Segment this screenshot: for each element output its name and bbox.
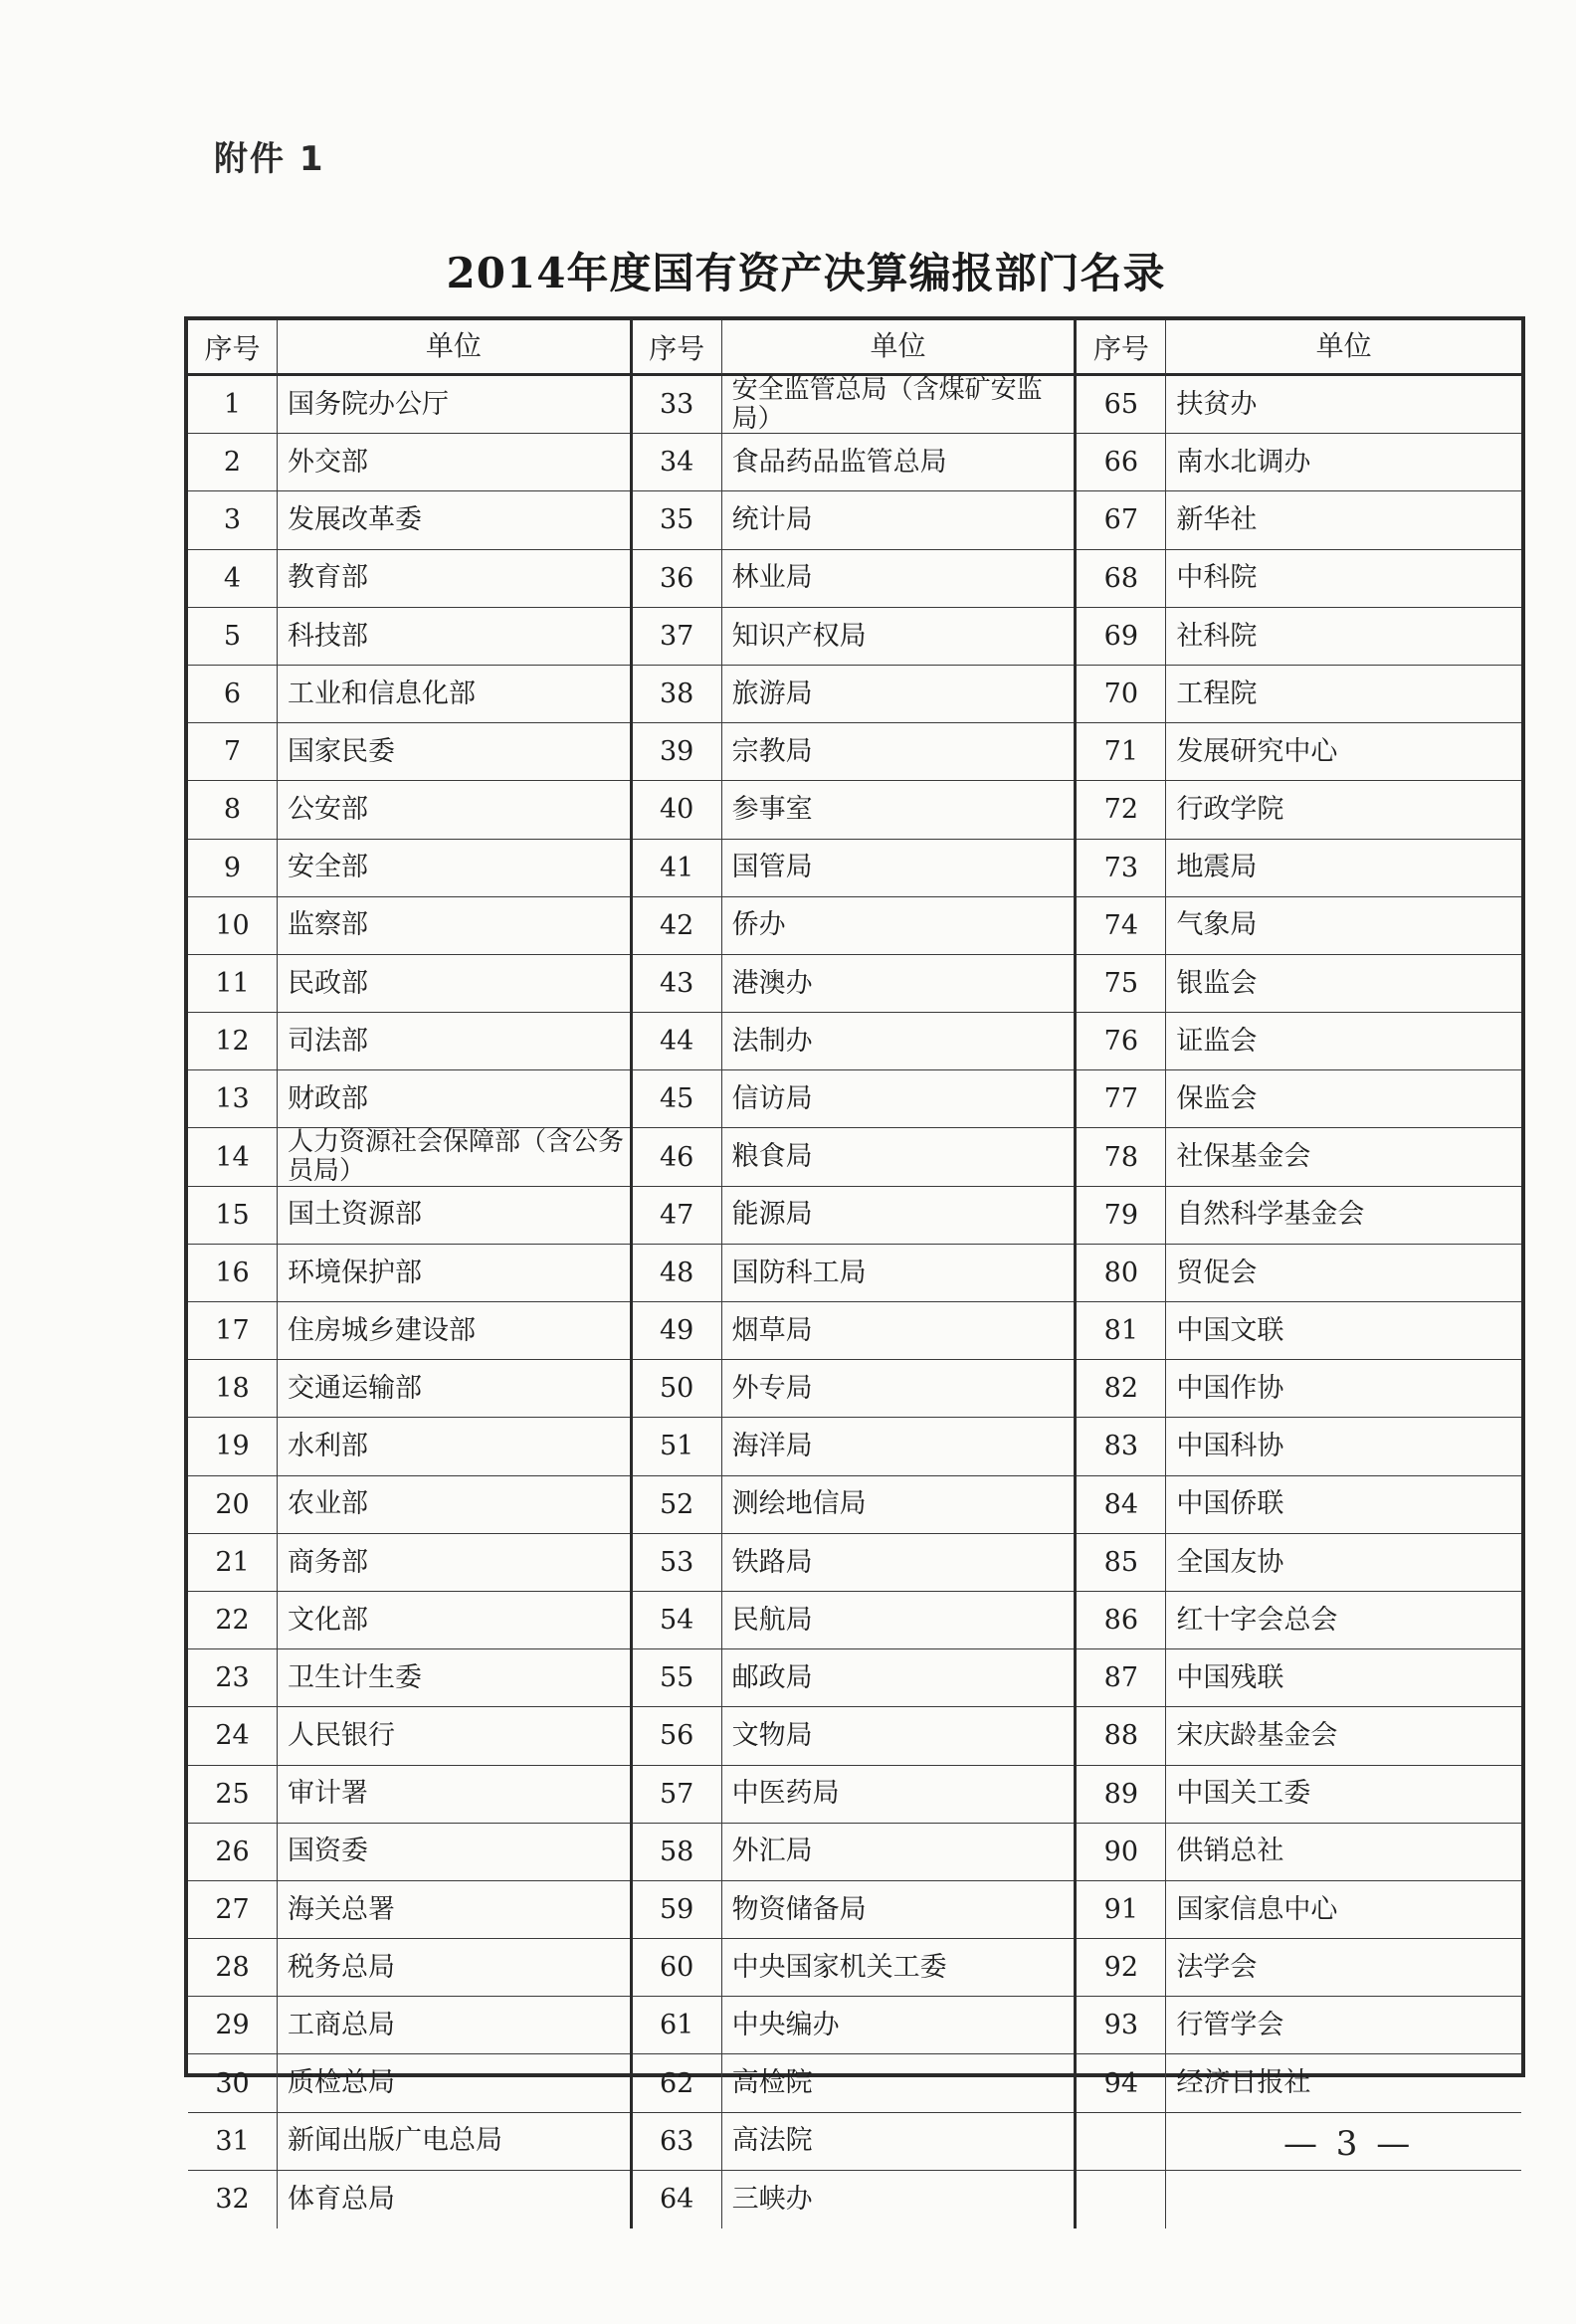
row-number: 67 [1077, 491, 1166, 549]
row-unit-name: 三峡办 [731, 2184, 813, 2216]
row-unit-name: 粮食局 [722, 1128, 1075, 1186]
row-number: 6 [188, 666, 278, 723]
row-number: 30 [188, 2054, 278, 2112]
row-unit-name: 外汇局 [722, 1824, 1075, 1881]
header-unit: 单位 [1166, 320, 1521, 376]
row-number: 61 [633, 1997, 722, 2054]
row-number: 56 [633, 1707, 722, 1765]
row-number: 11 [188, 955, 278, 1013]
row-number: 64 [633, 2171, 722, 2228]
row-number: 68 [1077, 550, 1166, 608]
table-panel-2 [633, 320, 1078, 2228]
row-number: 29 [188, 1997, 278, 2054]
row-unit-name: 商务部 [278, 1534, 630, 1592]
row-number: 47 [633, 1187, 722, 1245]
row-unit-name: 文物局 [722, 1707, 1075, 1765]
header-number: 序号 [188, 320, 278, 376]
row-number: 8 [188, 781, 278, 839]
row-number: 25 [188, 1766, 278, 1824]
row-number [1077, 2171, 1166, 2228]
row-unit-name: 卫生计生委 [278, 1649, 630, 1707]
table-panel-3 [1077, 320, 1521, 2228]
row-number: 37 [633, 608, 722, 666]
row-number: 55 [633, 1649, 722, 1707]
row-unit-name: 南水北调办 [1166, 434, 1521, 491]
row-unit-name: 国家民委 [278, 723, 630, 781]
row-unit-name: 社科院 [1166, 608, 1521, 666]
row-unit-name: 财政部 [278, 1070, 630, 1128]
row-number: 43 [633, 955, 722, 1013]
row-number: 19 [188, 1418, 278, 1475]
row-number: 74 [1077, 897, 1166, 955]
department-table [184, 316, 1525, 2216]
row-unit-name: 科技部 [278, 608, 630, 666]
row-number: 26 [188, 1824, 278, 1881]
row-unit-name: 国资委 [278, 1824, 630, 1881]
row-unit-name: 法制办 [722, 1013, 1075, 1070]
row-number: 41 [633, 840, 722, 897]
row-unit-name: 农业部 [278, 1476, 630, 1534]
row-number: 90 [1077, 1824, 1166, 1881]
row-number: 51 [633, 1418, 722, 1475]
row-number: 20 [188, 1476, 278, 1534]
row-unit-name: 测绘地信局 [722, 1476, 1075, 1534]
row-number: 71 [1077, 723, 1166, 781]
row-number: 75 [1077, 955, 1166, 1013]
row-number: 18 [188, 1360, 278, 1418]
row-number: 38 [633, 666, 722, 723]
row-unit-name: 烟草局 [722, 1302, 1075, 1360]
row-unit-name: 中国关工委 [1166, 1766, 1521, 1824]
row-number: 15 [188, 1187, 278, 1245]
row-number: 45 [633, 1070, 722, 1128]
row-number: 83 [1077, 1418, 1166, 1475]
row-number: 13 [188, 1070, 278, 1128]
row-unit-name: 国管局 [722, 840, 1075, 897]
row-unit-name: 知识产权局 [722, 608, 1075, 666]
row-number: 33 [633, 376, 722, 434]
row-number: 80 [1077, 1245, 1166, 1302]
row-number: 58 [633, 1824, 722, 1881]
row-number: 14 [188, 1128, 278, 1186]
document-title: 2014年度国有资产决算编报部门名录 [446, 249, 1166, 297]
row-unit-name: 中国作协 [1166, 1360, 1521, 1418]
row-unit-name: 中国科协 [1166, 1418, 1521, 1475]
row-number: 12 [188, 1013, 278, 1070]
row-number: 54 [633, 1592, 722, 1649]
row-number: 89 [1077, 1766, 1166, 1824]
row-number: 62 [633, 2054, 722, 2112]
row-number: 34 [633, 434, 722, 491]
row-unit-name: 气象局 [1166, 897, 1521, 955]
row-unit-name: 行政学院 [1166, 781, 1521, 839]
page-number: — 3 — [1283, 2124, 1415, 2164]
row-unit-name: 文化部 [278, 1592, 630, 1649]
row-unit-name: 交通运输部 [278, 1360, 630, 1418]
row-number: 3 [188, 491, 278, 549]
row-number: 46 [633, 1128, 722, 1186]
row-number: 35 [633, 491, 722, 549]
row-number: 60 [633, 1939, 722, 1997]
row-number: 21 [188, 1534, 278, 1592]
row-number: 32 [188, 2171, 278, 2228]
row-unit-name: 中国文联 [1166, 1302, 1521, 1360]
row-unit-name: 行管学会 [1166, 1997, 1521, 2054]
row-unit-name: 水利部 [278, 1418, 630, 1475]
row-number: 31 [188, 2113, 278, 2171]
row-unit-name: 海关总署 [278, 1881, 630, 1939]
row-number: 44 [633, 1013, 722, 1070]
row-unit-name: 司法部 [278, 1013, 630, 1070]
row-number: 16 [188, 1245, 278, 1302]
row-number: 24 [188, 1707, 278, 1765]
row-unit-name: 工业和信息化部 [278, 666, 630, 723]
row-unit-name: 发展研究中心 [1166, 723, 1521, 781]
row-unit-name: 新华社 [1166, 491, 1521, 549]
row-number: 50 [633, 1360, 722, 1418]
row-number: 70 [1077, 666, 1166, 723]
row-unit-name: 贸促会 [1166, 1245, 1521, 1302]
row-unit-name: 国务院办公厅 [278, 376, 630, 434]
row-number: 42 [633, 897, 722, 955]
row-unit-name: 食品药品监管总局 [722, 434, 1075, 491]
row-unit-name: 经济日报社 [1166, 2054, 1521, 2112]
row-unit-name: 人民银行 [278, 1707, 630, 1765]
row-unit-name: 全国友协 [1166, 1534, 1521, 1592]
row-number: 28 [188, 1939, 278, 1997]
row-unit-name: 中央国家机关工委 [722, 1939, 1075, 1997]
header-unit: 单位 [278, 320, 630, 376]
row-unit-name: 旅游局 [722, 666, 1075, 723]
row-number: 4 [188, 550, 278, 608]
row-unit-name: 人力资源社会保障部（含公务员局） [278, 1128, 630, 1186]
row-unit-name: 供销总社 [1166, 1824, 1521, 1881]
row-unit-name: 体育总局 [288, 2184, 395, 2216]
row-number: 82 [1077, 1360, 1166, 1418]
row-number: 92 [1077, 1939, 1166, 1997]
row-unit-name: 安全部 [278, 840, 630, 897]
row-unit-name: 质检总局 [278, 2054, 630, 2112]
row-number: 10 [188, 897, 278, 955]
row-unit-name: 发展改革委 [278, 491, 630, 549]
row-unit-name: 公安部 [278, 781, 630, 839]
row-unit-name: 信访局 [722, 1070, 1075, 1128]
row-unit-name: 工程院 [1166, 666, 1521, 723]
row-number: 17 [188, 1302, 278, 1360]
row-unit-name: 宗教局 [722, 723, 1075, 781]
row-unit-name [1166, 2171, 1521, 2228]
row-number: 78 [1077, 1128, 1166, 1186]
row-number: 65 [1077, 376, 1166, 434]
row-unit-name: 物资储备局 [722, 1881, 1075, 1939]
row-unit-name: 税务总局 [278, 1939, 630, 1997]
row-number: 9 [188, 840, 278, 897]
row-number: 73 [1077, 840, 1166, 897]
row-unit-name: 新闻出版广电总局 [278, 2113, 630, 2171]
row-number: 39 [633, 723, 722, 781]
row-unit-name: 统计局 [722, 491, 1075, 549]
row-unit-name: 高法院 [722, 2113, 1075, 2171]
row-unit-name: 中科院 [1166, 550, 1521, 608]
row-number: 7 [188, 723, 278, 781]
row-unit-name: 自然科学基金会 [1166, 1187, 1521, 1245]
row-unit-name: 港澳办 [722, 955, 1075, 1013]
row-unit-name: 中国侨联 [1166, 1476, 1521, 1534]
row-unit-name: 安全监管总局（含煤矿安监局） [722, 376, 1075, 434]
row-unit-name: 宋庆龄基金会 [1166, 1707, 1521, 1765]
row-number: 49 [633, 1302, 722, 1360]
row-number: 76 [1077, 1013, 1166, 1070]
row-number: 87 [1077, 1649, 1166, 1707]
header-number: 序号 [633, 320, 722, 376]
row-number: 22 [188, 1592, 278, 1649]
row-number: 77 [1077, 1070, 1166, 1128]
row-unit-name: 海洋局 [722, 1418, 1075, 1475]
table-panel-1 [188, 320, 633, 2228]
row-unit-name: 地震局 [1166, 840, 1521, 897]
row-number: 86 [1077, 1592, 1166, 1649]
row-unit-name: 社保基金会 [1166, 1128, 1521, 1186]
row-number: 84 [1077, 1476, 1166, 1534]
row-unit-name: 邮政局 [722, 1649, 1075, 1707]
row-unit-name: 扶贫办 [1166, 376, 1521, 434]
row-number: 79 [1077, 1187, 1166, 1245]
row-unit-name: 侨办 [722, 897, 1075, 955]
row-unit-name: 住房城乡建设部 [278, 1302, 630, 1360]
row-unit-name: 能源局 [722, 1187, 1075, 1245]
row-number: 85 [1077, 1534, 1166, 1592]
row-number: 94 [1077, 2054, 1166, 2112]
row-number: 1 [188, 376, 278, 434]
row-unit-name: 国土资源部 [278, 1187, 630, 1245]
row-number: 63 [633, 2113, 722, 2171]
row-number: 91 [1077, 1881, 1166, 1939]
row-number: 66 [1077, 434, 1166, 491]
row-number: 81 [1077, 1302, 1166, 1360]
row-number: 2 [188, 434, 278, 491]
row-unit-name: 环境保护部 [278, 1245, 630, 1302]
row-number: 36 [633, 550, 722, 608]
row-unit-name: 银监会 [1166, 955, 1521, 1013]
row-unit-name: 中央编办 [722, 1997, 1075, 2054]
row-unit-name: 国防科工局 [722, 1245, 1075, 1302]
row-unit-name: 高检院 [722, 2054, 1075, 2112]
row-number: 40 [633, 781, 722, 839]
row-unit-name: 法学会 [1166, 1939, 1521, 1997]
row-unit-name: 工商总局 [278, 1997, 630, 2054]
row-unit-name: 红十字会总会 [1166, 1592, 1521, 1649]
row-number: 27 [188, 1881, 278, 1939]
row-unit-name: 教育部 [278, 550, 630, 608]
row-unit-name: 审计署 [278, 1766, 630, 1824]
row-unit-name: 铁路局 [722, 1534, 1075, 1592]
row-number: 72 [1077, 781, 1166, 839]
row-number: 48 [633, 1245, 722, 1302]
attachment-label: 附件 1 [214, 139, 325, 179]
row-unit-name: 民政部 [278, 955, 630, 1013]
row-number: 5 [188, 608, 278, 666]
row-unit-name: 国家信息中心 [1166, 1881, 1521, 1939]
row-unit-name: 中国残联 [1166, 1649, 1521, 1707]
row-unit-name: 参事室 [722, 781, 1075, 839]
row-unit-name: 民航局 [722, 1592, 1075, 1649]
row-unit-name: 外专局 [722, 1360, 1075, 1418]
row-number: 88 [1077, 1707, 1166, 1765]
row-number: 23 [188, 1649, 278, 1707]
row-unit-name: 外交部 [278, 434, 630, 491]
row-unit-name: 林业局 [722, 550, 1075, 608]
row-number: 93 [1077, 1997, 1166, 2054]
row-number: 52 [633, 1476, 722, 1534]
row-number: 57 [633, 1766, 722, 1824]
row-unit-name: 证监会 [1166, 1013, 1521, 1070]
header-unit: 单位 [722, 320, 1075, 376]
row-number [1077, 2113, 1166, 2171]
row-unit-name: 保监会 [1166, 1070, 1521, 1128]
header-number: 序号 [1077, 320, 1166, 376]
row-number: 69 [1077, 608, 1166, 666]
row-unit-name: 中医药局 [722, 1766, 1075, 1824]
row-number: 59 [633, 1881, 722, 1939]
row-number: 53 [633, 1534, 722, 1592]
row-unit-name: 监察部 [278, 897, 630, 955]
